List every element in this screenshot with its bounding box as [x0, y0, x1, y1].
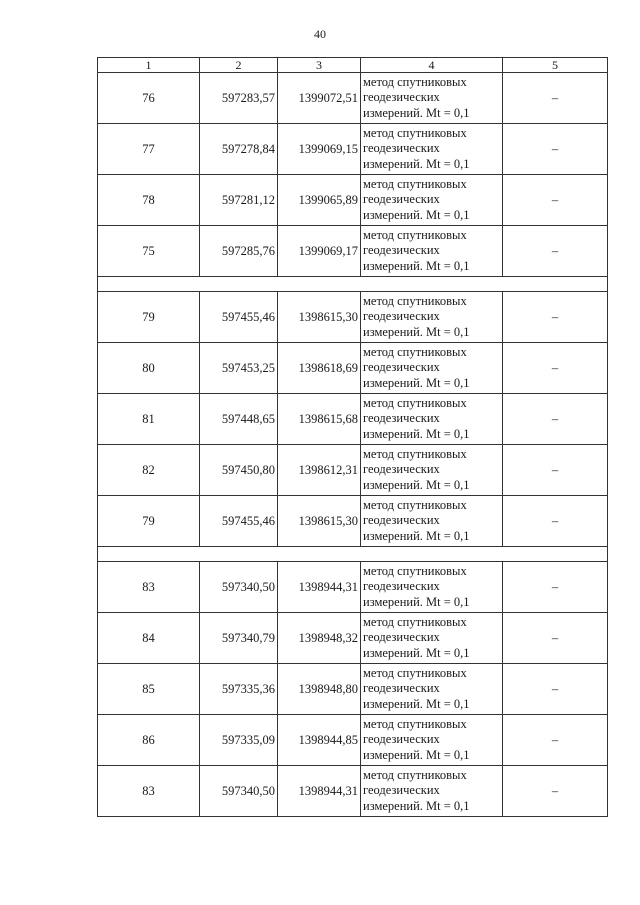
method-cell: метод спутниковых геодезических измерений. Mt = 0,1 — [361, 664, 503, 715]
point-number-cell: 81 — [98, 394, 200, 445]
note-cell: – — [503, 226, 608, 277]
table-row — [98, 394, 608, 445]
column-header-5: 5 — [503, 58, 608, 73]
table-row — [98, 124, 608, 175]
method-cell: метод спутниковых геодезических измерений. Mt = 0,1 — [361, 73, 503, 124]
point-number-cell: 79 — [98, 496, 200, 547]
table-row — [98, 343, 608, 394]
x-coordinate-cell: 597340,50 — [200, 562, 278, 613]
note-cell: – — [503, 292, 608, 343]
table-body — [98, 73, 608, 817]
x-coordinate-cell: 597278,84 — [200, 124, 278, 175]
y-coordinate-cell: 1398948,32 — [278, 613, 361, 664]
x-coordinate-cell: 597285,76 — [200, 226, 278, 277]
point-number-cell: 83 — [98, 766, 200, 817]
y-coordinate-cell: 1398948,80 — [278, 664, 361, 715]
method-cell: метод спутниковых геодезических измерений. Mt = 0,1 — [361, 343, 503, 394]
group-separator-row — [98, 277, 608, 292]
method-cell: метод спутниковых геодезических измерений. Mt = 0,1 — [361, 226, 503, 277]
column-header-3: 3 — [278, 58, 361, 73]
method-cell: метод спутниковых геодезических измерений. Mt = 0,1 — [361, 292, 503, 343]
x-coordinate-cell: 597281,12 — [200, 175, 278, 226]
note-cell: – — [503, 73, 608, 124]
point-number-cell: 83 — [98, 562, 200, 613]
method-cell: метод спутниковых геодезических измерений. Mt = 0,1 — [361, 394, 503, 445]
method-cell: метод спутниковых геодезических измерений. Mt = 0,1 — [361, 496, 503, 547]
note-cell: – — [503, 562, 608, 613]
method-cell: метод спутниковых геодезических измерений. Mt = 0,1 — [361, 766, 503, 817]
method-cell: метод спутниковых геодезических измерений. Mt = 0,1 — [361, 715, 503, 766]
x-coordinate-cell: 597453,25 — [200, 343, 278, 394]
method-cell: метод спутниковых геодезических измерений. Mt = 0,1 — [361, 613, 503, 664]
point-number-cell: 75 — [98, 226, 200, 277]
note-cell: – — [503, 664, 608, 715]
y-coordinate-cell: 1399072,51 — [278, 73, 361, 124]
table-row — [98, 292, 608, 343]
table-row — [98, 445, 608, 496]
x-coordinate-cell: 597455,46 — [200, 292, 278, 343]
column-header-1: 1 — [98, 58, 200, 73]
y-coordinate-cell: 1398615,30 — [278, 496, 361, 547]
x-coordinate-cell: 597340,50 — [200, 766, 278, 817]
point-number-cell: 86 — [98, 715, 200, 766]
note-cell: – — [503, 175, 608, 226]
note-cell: – — [503, 394, 608, 445]
note-cell: – — [503, 766, 608, 817]
y-coordinate-cell: 1398944,31 — [278, 766, 361, 817]
table-row — [98, 175, 608, 226]
table-row — [98, 613, 608, 664]
note-cell: – — [503, 496, 608, 547]
x-coordinate-cell: 597448,65 — [200, 394, 278, 445]
method-cell: метод спутниковых геодезических измерений. Mt = 0,1 — [361, 445, 503, 496]
method-cell: метод спутниковых геодезических измерений. Mt = 0,1 — [361, 562, 503, 613]
table-row — [98, 664, 608, 715]
method-cell: метод спутниковых геодезических измерений. Mt = 0,1 — [361, 124, 503, 175]
y-coordinate-cell: 1398618,69 — [278, 343, 361, 394]
point-number-cell: 78 — [98, 175, 200, 226]
y-coordinate-cell: 1398944,31 — [278, 562, 361, 613]
y-coordinate-cell: 1399065,89 — [278, 175, 361, 226]
y-coordinate-cell: 1398615,30 — [278, 292, 361, 343]
coordinates-table — [97, 57, 608, 817]
x-coordinate-cell: 597455,46 — [200, 496, 278, 547]
point-number-cell: 80 — [98, 343, 200, 394]
point-number-cell: 76 — [98, 73, 200, 124]
group-separator-row — [98, 547, 608, 562]
y-coordinate-cell: 1398612,31 — [278, 445, 361, 496]
x-coordinate-cell: 597335,09 — [200, 715, 278, 766]
y-coordinate-cell: 1398944,85 — [278, 715, 361, 766]
method-cell: метод спутниковых геодезических измерений. Mt = 0,1 — [361, 175, 503, 226]
y-coordinate-cell: 1398615,68 — [278, 394, 361, 445]
column-header-4: 4 — [361, 58, 503, 73]
header-row — [98, 58, 608, 73]
column-header-2: 2 — [200, 58, 278, 73]
x-coordinate-cell: 597450,80 — [200, 445, 278, 496]
table-row — [98, 715, 608, 766]
point-number-cell: 77 — [98, 124, 200, 175]
y-coordinate-cell: 1399069,17 — [278, 226, 361, 277]
point-number-cell: 85 — [98, 664, 200, 715]
point-number-cell: 79 — [98, 292, 200, 343]
table-row — [98, 562, 608, 613]
note-cell: – — [503, 715, 608, 766]
point-number-cell: 82 — [98, 445, 200, 496]
table-row — [98, 226, 608, 277]
x-coordinate-cell: 597283,57 — [200, 73, 278, 124]
y-coordinate-cell: 1399069,15 — [278, 124, 361, 175]
separator-cell — [98, 547, 608, 562]
table-row — [98, 496, 608, 547]
table-row — [98, 73, 608, 124]
x-coordinate-cell: 597335,36 — [200, 664, 278, 715]
point-number-cell: 84 — [98, 613, 200, 664]
page-number: 40 — [314, 27, 326, 41]
note-cell: – — [503, 613, 608, 664]
separator-cell — [98, 277, 608, 292]
x-coordinate-cell: 597340,79 — [200, 613, 278, 664]
note-cell: – — [503, 124, 608, 175]
note-cell: – — [503, 445, 608, 496]
note-cell: – — [503, 343, 608, 394]
table-row — [98, 766, 608, 817]
